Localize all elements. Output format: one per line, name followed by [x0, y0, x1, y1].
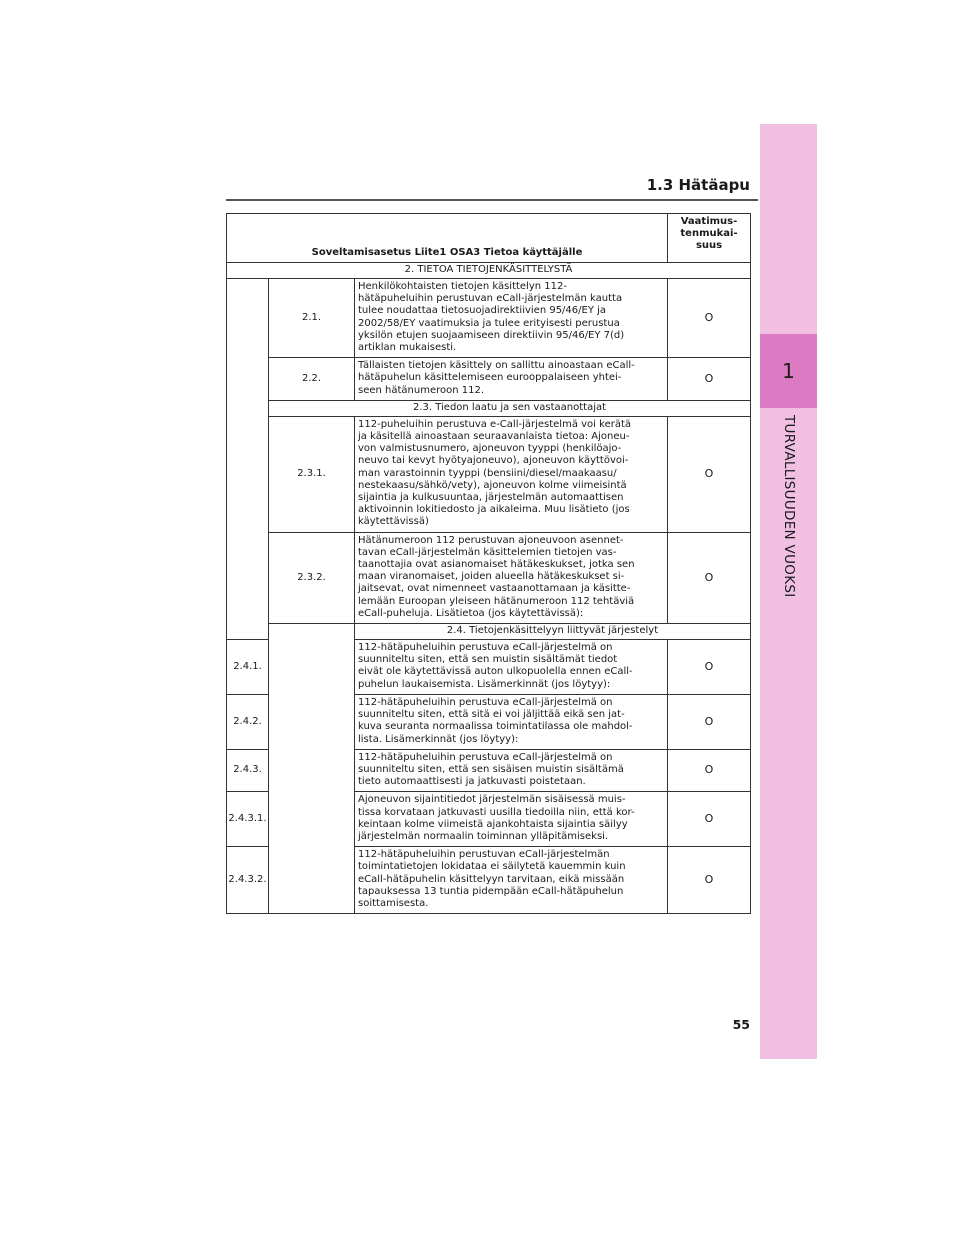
row-number: 2.4.3. [227, 749, 269, 792]
text-line: Ajoneuvon sijaintitiedot järjestelmän sisäisessä muis- [358, 794, 626, 806]
section-rule [226, 199, 758, 201]
text-line: maan viranomaiset, joiden alueella hätäkeskukset si- [358, 571, 625, 583]
indent-cell [269, 624, 355, 914]
row-text [355, 792, 668, 847]
table-row [227, 416, 751, 532]
row-text [355, 416, 668, 532]
subsection-heading: 2.3. Tiedon laatu ja sen vastaanottajat [269, 400, 751, 416]
requirement-line: tenmukai- [680, 228, 738, 239]
compliance-mark: O [668, 532, 751, 623]
section-heading-row [227, 263, 751, 279]
text-line: 112-hätäpuheluihin perustuva eCall-järjestelmä on [358, 696, 613, 708]
compliance-mark: O [668, 279, 751, 358]
table-header-requirement [668, 214, 751, 263]
compliance-mark: O [668, 847, 751, 914]
row-number: 2.4.1. [227, 640, 269, 695]
subsection-heading-row [227, 400, 751, 416]
table-row [227, 358, 751, 401]
row-text [355, 279, 668, 358]
row-text [355, 847, 668, 914]
text-line: tavan eCall-järjestelmän käsittelemien tietojen vas- [358, 546, 617, 558]
text-line: Tällaisten tietojen käsittely on sallittu ainoastaan eCall- [358, 360, 635, 372]
row-text [355, 749, 668, 792]
row-number: 2.3.2. [269, 532, 355, 623]
text-line: hätäpuheluihin perustuvan eCall-järjestelmän kautta [358, 293, 623, 305]
row-number: 2.2. [269, 358, 355, 401]
text-line: sijaintia ja kulkusuuntaa, järjestelmän automaattisen [358, 492, 624, 504]
text-line: ja käsitellä ainoastaan seuraavanlaista tietoa: Ajoneu- [358, 431, 630, 443]
text-line: jaitsevat, ovat nimenneet vastaanottamaan ja käsitte- [358, 583, 631, 595]
indent-cell [227, 279, 269, 640]
text-line: seen hätänumeroon 112. [358, 384, 485, 396]
text-line: tissa korvataan jatkuvasti uusilla tiedoilla niin, että kor- [358, 806, 635, 818]
text-line: kuva seuranta normaalissa toimintatilassa ole mahdol- [358, 721, 633, 733]
text-line: 112-hätäpuheluihin perustuva eCall-järjestelmä on [358, 751, 613, 763]
text-line: suunniteltu siten, että sen sisäisen muistin sisältämä [358, 763, 624, 775]
text-line: 112-puheluihin perustuva e-Call-järjestelmä voi kerätä [358, 418, 632, 430]
requirement-line: Vaatimus- [680, 216, 738, 227]
table-row [227, 279, 751, 358]
chapter-number: 1 [782, 359, 795, 383]
text-line: aktivoinnin lokitiedosto ja aikaleima. Muu lisätieto (jos [358, 504, 630, 516]
text-line: yksilön etujen suojaamiseen direktiivin 95/46/EY 7(d) [358, 329, 625, 341]
text-line: von valmistusnumero, ajoneuvon tyyppi (henkilöajo- [358, 443, 622, 455]
compliance-mark: O [668, 358, 751, 401]
row-text [355, 694, 668, 749]
text-line: järjestelmän normaalin toiminnan ylläpitämiseksi. [358, 830, 609, 842]
table-header-row [227, 214, 751, 263]
text-line: 112-hätäpuheluihin perustuvan eCall-järjestelmän [358, 849, 610, 861]
chapter-number-box [760, 334, 817, 408]
text-line: lista. Lisämerkinnät (jos löytyy): [358, 733, 519, 745]
text-line: toimintatietojen lokidataa ei säilytetä kauemmin kuin [358, 861, 626, 873]
text-line: keintaan kolme viimeistä ajankohtaista sijaintia säilyy [358, 818, 628, 830]
row-number: 2.3.1. [269, 416, 355, 532]
row-number: 2.4.3.1. [227, 792, 269, 847]
compliance-mark: O [668, 749, 751, 792]
requirement-line: suus [695, 240, 723, 251]
text-line: suunniteltu siten, että sitä ei voi jäljittää eikä sen jat- [358, 709, 625, 721]
text-line: hätäpuhelun käsittelemiseen eurooppalaiseen yhtei- [358, 372, 622, 384]
text-line: eCall-hätäpuhelin käsittelyyn tarvitaan, eikä missään [358, 873, 625, 885]
section-heading: 2. TIETOA TIETOJENKÄSITTELYSTÄ [227, 263, 751, 279]
table-header-main: Soveltamisasetus Liite1 OSA3 Tietoa käyttäjälle [227, 214, 668, 263]
text-line: eCall-puheluja. Lisätietoa (jos käytettävissä): [358, 607, 584, 619]
table-row [227, 532, 751, 623]
row-number: 2.1. [269, 279, 355, 358]
text-line: man varastoinnin tyyppi (bensiini/diesel/maakaasu/ [358, 467, 617, 479]
subsection-heading: 2.4. Tietojenkäsittelyyn liittyvät järjestelyt [355, 624, 751, 640]
text-line: artiklan mukaisesti. [358, 342, 457, 354]
row-text [355, 640, 668, 695]
page-number: 55 [732, 1017, 750, 1032]
row-number: 2.4.3.2. [227, 847, 269, 914]
text-line: suunniteltu siten, että sen muistin sisältämät tiedot [358, 654, 618, 666]
text-line: lemään Euroopan yleiseen hätänumeroon 112 tehtäviä [358, 595, 635, 607]
compliance-mark: O [668, 694, 751, 749]
text-line: puhelun laukaisemista. Lisämerkinnät (jos löytyy): [358, 678, 611, 690]
row-text [355, 358, 668, 401]
row-text [355, 532, 668, 623]
text-line: 112-hätäpuheluihin perustuva eCall-järjestelmä on [358, 642, 613, 654]
compliance-mark: O [668, 416, 751, 532]
text-line: Henkilökohtaisten tietojen käsittelyn 112- [358, 281, 567, 292]
chapter-title: TURVALLISUUDEN VUOKSI [781, 415, 797, 598]
text-line: Hätänumeroon 112 perustuvan ajoneuvoon asennet- [358, 534, 624, 546]
text-line: eivät ole käytettävissä auton ulkopuolella ennen eCall- [358, 666, 633, 678]
text-line: tapauksessa 13 tuntia pidempään eCall-hätäpuhelun [358, 885, 624, 897]
text-line: tieto automaattisesti ja jatkuvasti poistetaan. [358, 776, 586, 788]
text-line: neuvo tai kevyt hyötyajoneuvo), ajoneuvon käyttövoi- [358, 455, 629, 467]
compliance-mark: O [668, 792, 751, 847]
text-line: 2002/58/EY vaatimuksia ja tulee erityisesti perustua [358, 317, 620, 329]
ecall-info-table [226, 213, 751, 914]
text-line: soittamisesta. [358, 897, 429, 909]
text-line: taanottajia ovat asianomaiset hätäkeskukset, jotka sen [358, 559, 635, 571]
compliance-mark: O [668, 640, 751, 695]
text-line: nestekaasu/sähkö/vety), ajoneuvon kolme viimeisintä [358, 479, 627, 491]
text-line: tulee noudattaa tietosuojadirektiivien 95/46/EY ja [358, 305, 607, 317]
row-number: 2.4.2. [227, 694, 269, 749]
text-line: käytettävissä) [358, 516, 429, 528]
subsection-heading-row [227, 624, 751, 640]
section-title: 1.3 Hätäapu [646, 176, 750, 194]
